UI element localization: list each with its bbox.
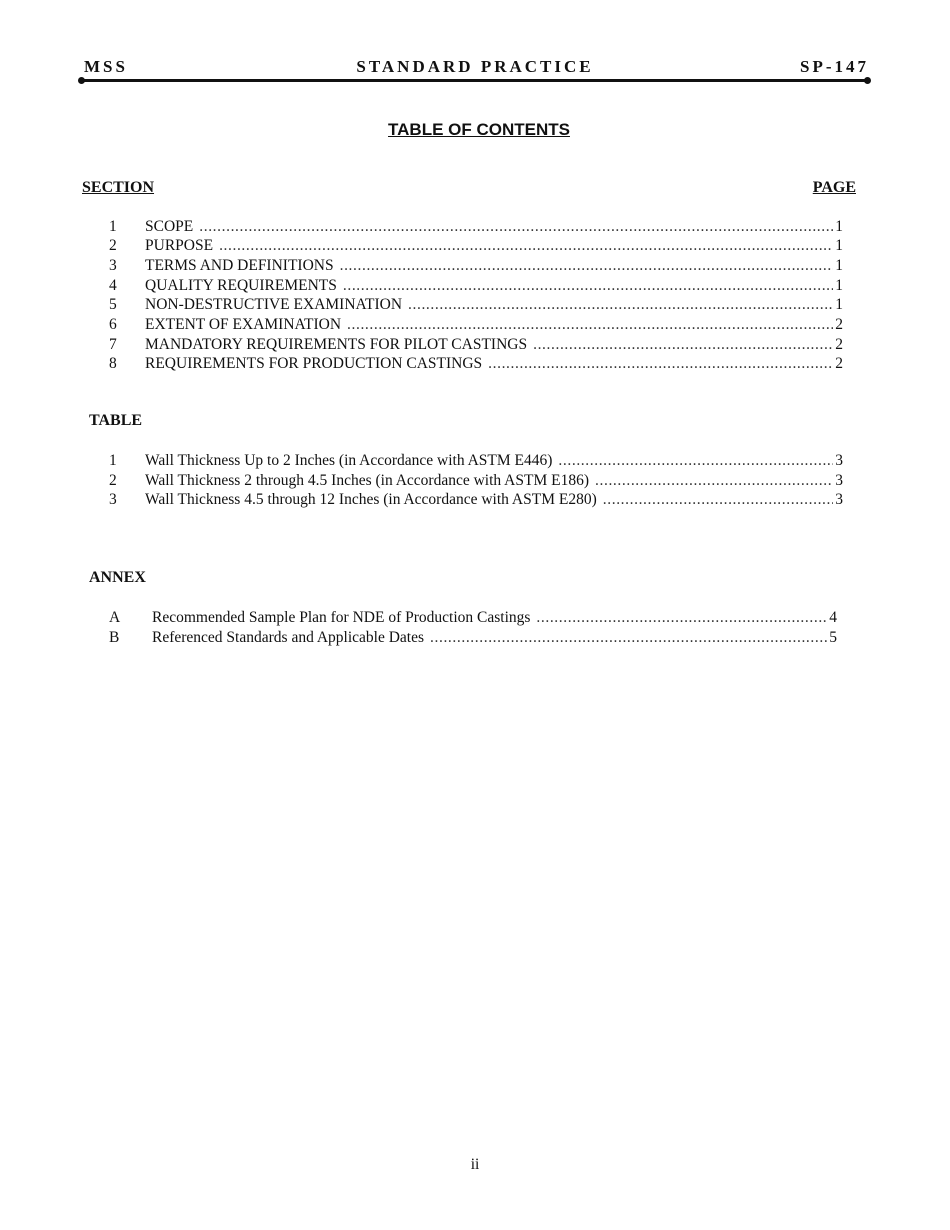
entry-page: 1 [835, 277, 843, 294]
page-number: ii [470, 1156, 480, 1173]
entry-page: 1 [835, 296, 843, 313]
dot-leader [219, 236, 833, 256]
dot-leader [340, 256, 834, 276]
entry-number: 8 [109, 355, 117, 372]
entry-number: 6 [109, 316, 117, 333]
entry-number: B [109, 629, 120, 646]
page-column-heading: PAGE [812, 179, 856, 196]
dot-leader [595, 471, 833, 491]
dot-leader [536, 608, 827, 628]
toc-entry[interactable] [109, 451, 843, 471]
header-document-type: STANDARD PRACTICE [356, 57, 594, 76]
entry-number: A [109, 609, 121, 626]
entry-page: 3 [835, 491, 843, 508]
toc-entry[interactable] [109, 295, 843, 315]
entry-title: NON-DESTRUCTIVE EXAMINATION [145, 296, 403, 313]
toc-entry[interactable] [109, 217, 843, 237]
entry-number: 1 [109, 452, 117, 469]
dot-leader [430, 628, 827, 648]
entry-title: Referenced Standards and Applicable Dates [152, 629, 425, 646]
entry-page: 2 [835, 316, 843, 333]
entry-page: 4 [829, 609, 837, 626]
dot-leader [343, 276, 833, 296]
dot-leader [488, 354, 833, 374]
entry-number: 5 [109, 296, 117, 313]
annex-heading: ANNEX [89, 569, 146, 586]
entry-title: QUALITY REQUIREMENTS [145, 277, 337, 294]
entry-page: 5 [829, 629, 837, 646]
entry-title: Recommended Sample Plan for NDE of Production Castings [152, 609, 531, 626]
toc-entry[interactable] [109, 490, 843, 510]
dot-leader [533, 335, 833, 355]
entry-title: TERMS AND DEFINITIONS [145, 257, 334, 274]
toc-entry[interactable] [109, 354, 843, 374]
dot-leader [347, 315, 833, 335]
entry-number: 4 [109, 277, 117, 294]
entry-number: 7 [109, 336, 117, 353]
entry-page: 3 [835, 452, 843, 469]
entry-title: SCOPE [145, 218, 194, 235]
entry-page: 2 [835, 336, 843, 353]
header-rule [82, 79, 868, 82]
toc-entry[interactable] [109, 335, 843, 355]
entry-title: MANDATORY REQUIREMENTS FOR PILOT CASTINGS [145, 336, 528, 353]
toc-entry[interactable] [109, 276, 843, 296]
entry-number: 2 [109, 237, 117, 254]
dot-leader [408, 295, 833, 315]
entry-number: 1 [109, 218, 117, 235]
entry-title: Wall Thickness 2 through 4.5 Inches (in Accordance with ASTM E186) [145, 472, 590, 489]
toc-entry[interactable] [109, 628, 837, 648]
entry-title: Wall Thickness 4.5 through 12 Inches (in Accordance with ASTM E280) [145, 491, 597, 508]
entry-page: 3 [835, 472, 843, 489]
entry-title: PURPOSE [145, 237, 214, 254]
toc-entry[interactable] [109, 471, 843, 491]
dot-leader [558, 451, 833, 471]
entry-title: Wall Thickness Up to 2 Inches (in Accordance with ASTM E446) [145, 452, 553, 469]
header-rule-end-right [864, 77, 871, 84]
entry-page: 1 [835, 257, 843, 274]
dot-leader [199, 217, 833, 237]
entry-page: 2 [835, 355, 843, 372]
entry-page: 1 [835, 218, 843, 235]
header-document-number: SP-147 [800, 57, 869, 76]
entry-number: 2 [109, 472, 117, 489]
dot-leader [603, 490, 833, 510]
toc-entry[interactable] [109, 608, 837, 628]
header-rule-end-left [78, 77, 85, 84]
toc-entry[interactable] [109, 256, 843, 276]
section-column-heading: SECTION [82, 179, 155, 196]
entry-title: EXTENT OF EXAMINATION [145, 316, 342, 333]
entry-title: REQUIREMENTS FOR PRODUCTION CASTINGS [145, 355, 483, 372]
table-heading: TABLE [89, 412, 143, 429]
entry-number: 3 [109, 491, 117, 508]
toc-entry[interactable] [109, 315, 843, 335]
header-organization: MSS [84, 57, 128, 76]
toc-entry[interactable] [109, 236, 843, 256]
page-title: TABLE OF CONTENTS [388, 120, 570, 139]
entry-number: 3 [109, 257, 117, 274]
entry-page: 1 [835, 237, 843, 254]
